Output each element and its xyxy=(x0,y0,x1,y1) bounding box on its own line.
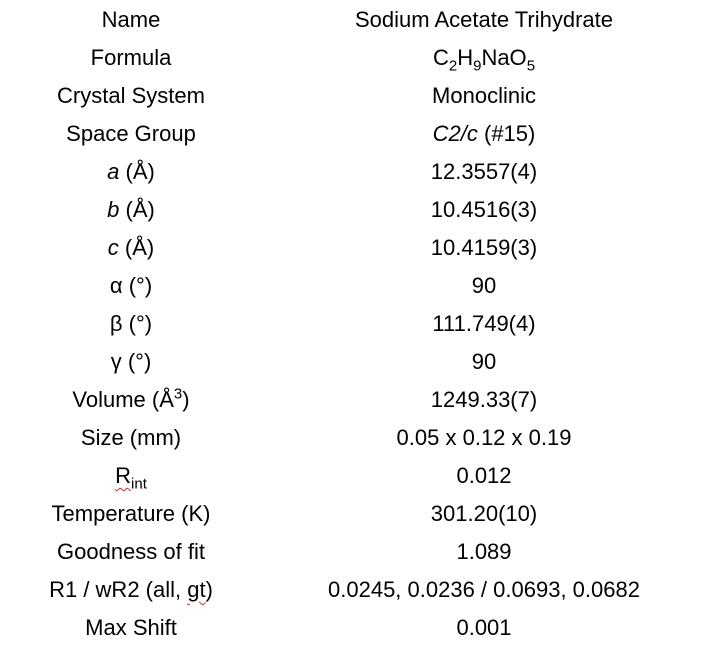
row-label: Crystal System xyxy=(57,83,205,108)
row-label: Temperature (K) xyxy=(51,501,211,526)
crystal-data-table xyxy=(0,1,706,647)
table-row-temperature xyxy=(0,495,706,533)
row-label: Goodness of fit xyxy=(57,539,205,564)
label-subscript: int xyxy=(131,475,147,493)
row-value: 90 xyxy=(471,273,497,298)
row-label: Max Shift xyxy=(85,615,177,640)
space-group-symbol: C2/c xyxy=(432,121,478,146)
row-value: 10.4159(3) xyxy=(430,235,538,260)
table-row-max-shift xyxy=(0,609,706,647)
table-row-goodness-of-fit xyxy=(0,533,706,571)
table-row-rint xyxy=(0,457,706,495)
label-part: R xyxy=(115,463,132,488)
table-row-formula xyxy=(0,39,706,77)
formula-part: NaO xyxy=(481,45,527,70)
formula-value xyxy=(262,45,706,75)
label-part: R1 / wR2 (all, xyxy=(49,577,188,602)
row-label: β (°) xyxy=(109,311,153,336)
unit-text: (Å) xyxy=(119,197,155,222)
table-row-c xyxy=(0,229,706,267)
unit-text: (Å) xyxy=(119,159,155,184)
label-part: gt xyxy=(187,577,206,602)
unit-text: (Å) xyxy=(118,235,155,260)
row-label xyxy=(0,463,262,493)
table-row-alpha xyxy=(0,267,706,305)
formula-subscript: 2 xyxy=(448,57,458,75)
table-row-name xyxy=(0,1,706,39)
formula-part: C xyxy=(432,45,449,70)
row-value: 0.05 x 0.12 x 0.19 xyxy=(396,425,572,450)
label-part: Volume (Å xyxy=(72,387,174,412)
space-group-value xyxy=(262,123,706,145)
formula-subscript: 9 xyxy=(473,57,482,75)
table-row-crystal-system xyxy=(0,77,706,115)
row-label xyxy=(0,579,262,601)
table-row-space-group xyxy=(0,115,706,153)
row-value: 1249.33(7) xyxy=(430,387,538,412)
label-part: ) xyxy=(205,577,213,602)
row-value: 111.749(4) xyxy=(432,311,536,336)
axis-symbol: c xyxy=(107,235,119,260)
table-row-a xyxy=(0,153,706,191)
row-label: α (°) xyxy=(109,273,153,298)
row-label: Formula xyxy=(90,45,172,70)
space-group-number: (#15) xyxy=(477,121,536,146)
label-superscript: 3 xyxy=(173,385,183,403)
rint-label xyxy=(115,463,147,493)
formula-part: H xyxy=(457,45,474,70)
table-row-r-factors xyxy=(0,571,706,609)
row-value: 12.3557(4) xyxy=(430,159,538,184)
row-value: 301.20(10) xyxy=(430,501,538,526)
table-row-beta xyxy=(0,305,706,343)
row-value: 0.001 xyxy=(456,615,512,640)
label-part: ) xyxy=(182,387,190,412)
row-label xyxy=(0,199,262,221)
row-label: γ (°) xyxy=(110,349,152,374)
row-value: 0.0245, 0.0236 / 0.0693, 0.0682 xyxy=(328,577,640,602)
table-row-gamma xyxy=(0,343,706,381)
row-value: 10.4516(3) xyxy=(430,197,538,222)
table-row-volume xyxy=(0,381,706,419)
row-value: 0.012 xyxy=(456,463,512,488)
table-row-b xyxy=(0,191,706,229)
row-label: Space Group xyxy=(66,121,196,146)
axis-symbol: b xyxy=(107,197,120,222)
row-value: Monoclinic xyxy=(432,83,536,108)
formula-subscript: 5 xyxy=(526,57,536,75)
row-value: 1.089 xyxy=(456,539,512,564)
row-value: Sodium Acetate Trihydrate xyxy=(354,7,614,32)
row-value: 90 xyxy=(471,349,497,374)
table-row-size xyxy=(0,419,706,457)
row-label: Name xyxy=(101,7,161,32)
row-label: Size (mm) xyxy=(80,425,182,450)
row-label xyxy=(0,237,262,259)
row-label xyxy=(0,161,262,183)
axis-symbol: a xyxy=(107,159,120,184)
row-label xyxy=(0,385,262,412)
